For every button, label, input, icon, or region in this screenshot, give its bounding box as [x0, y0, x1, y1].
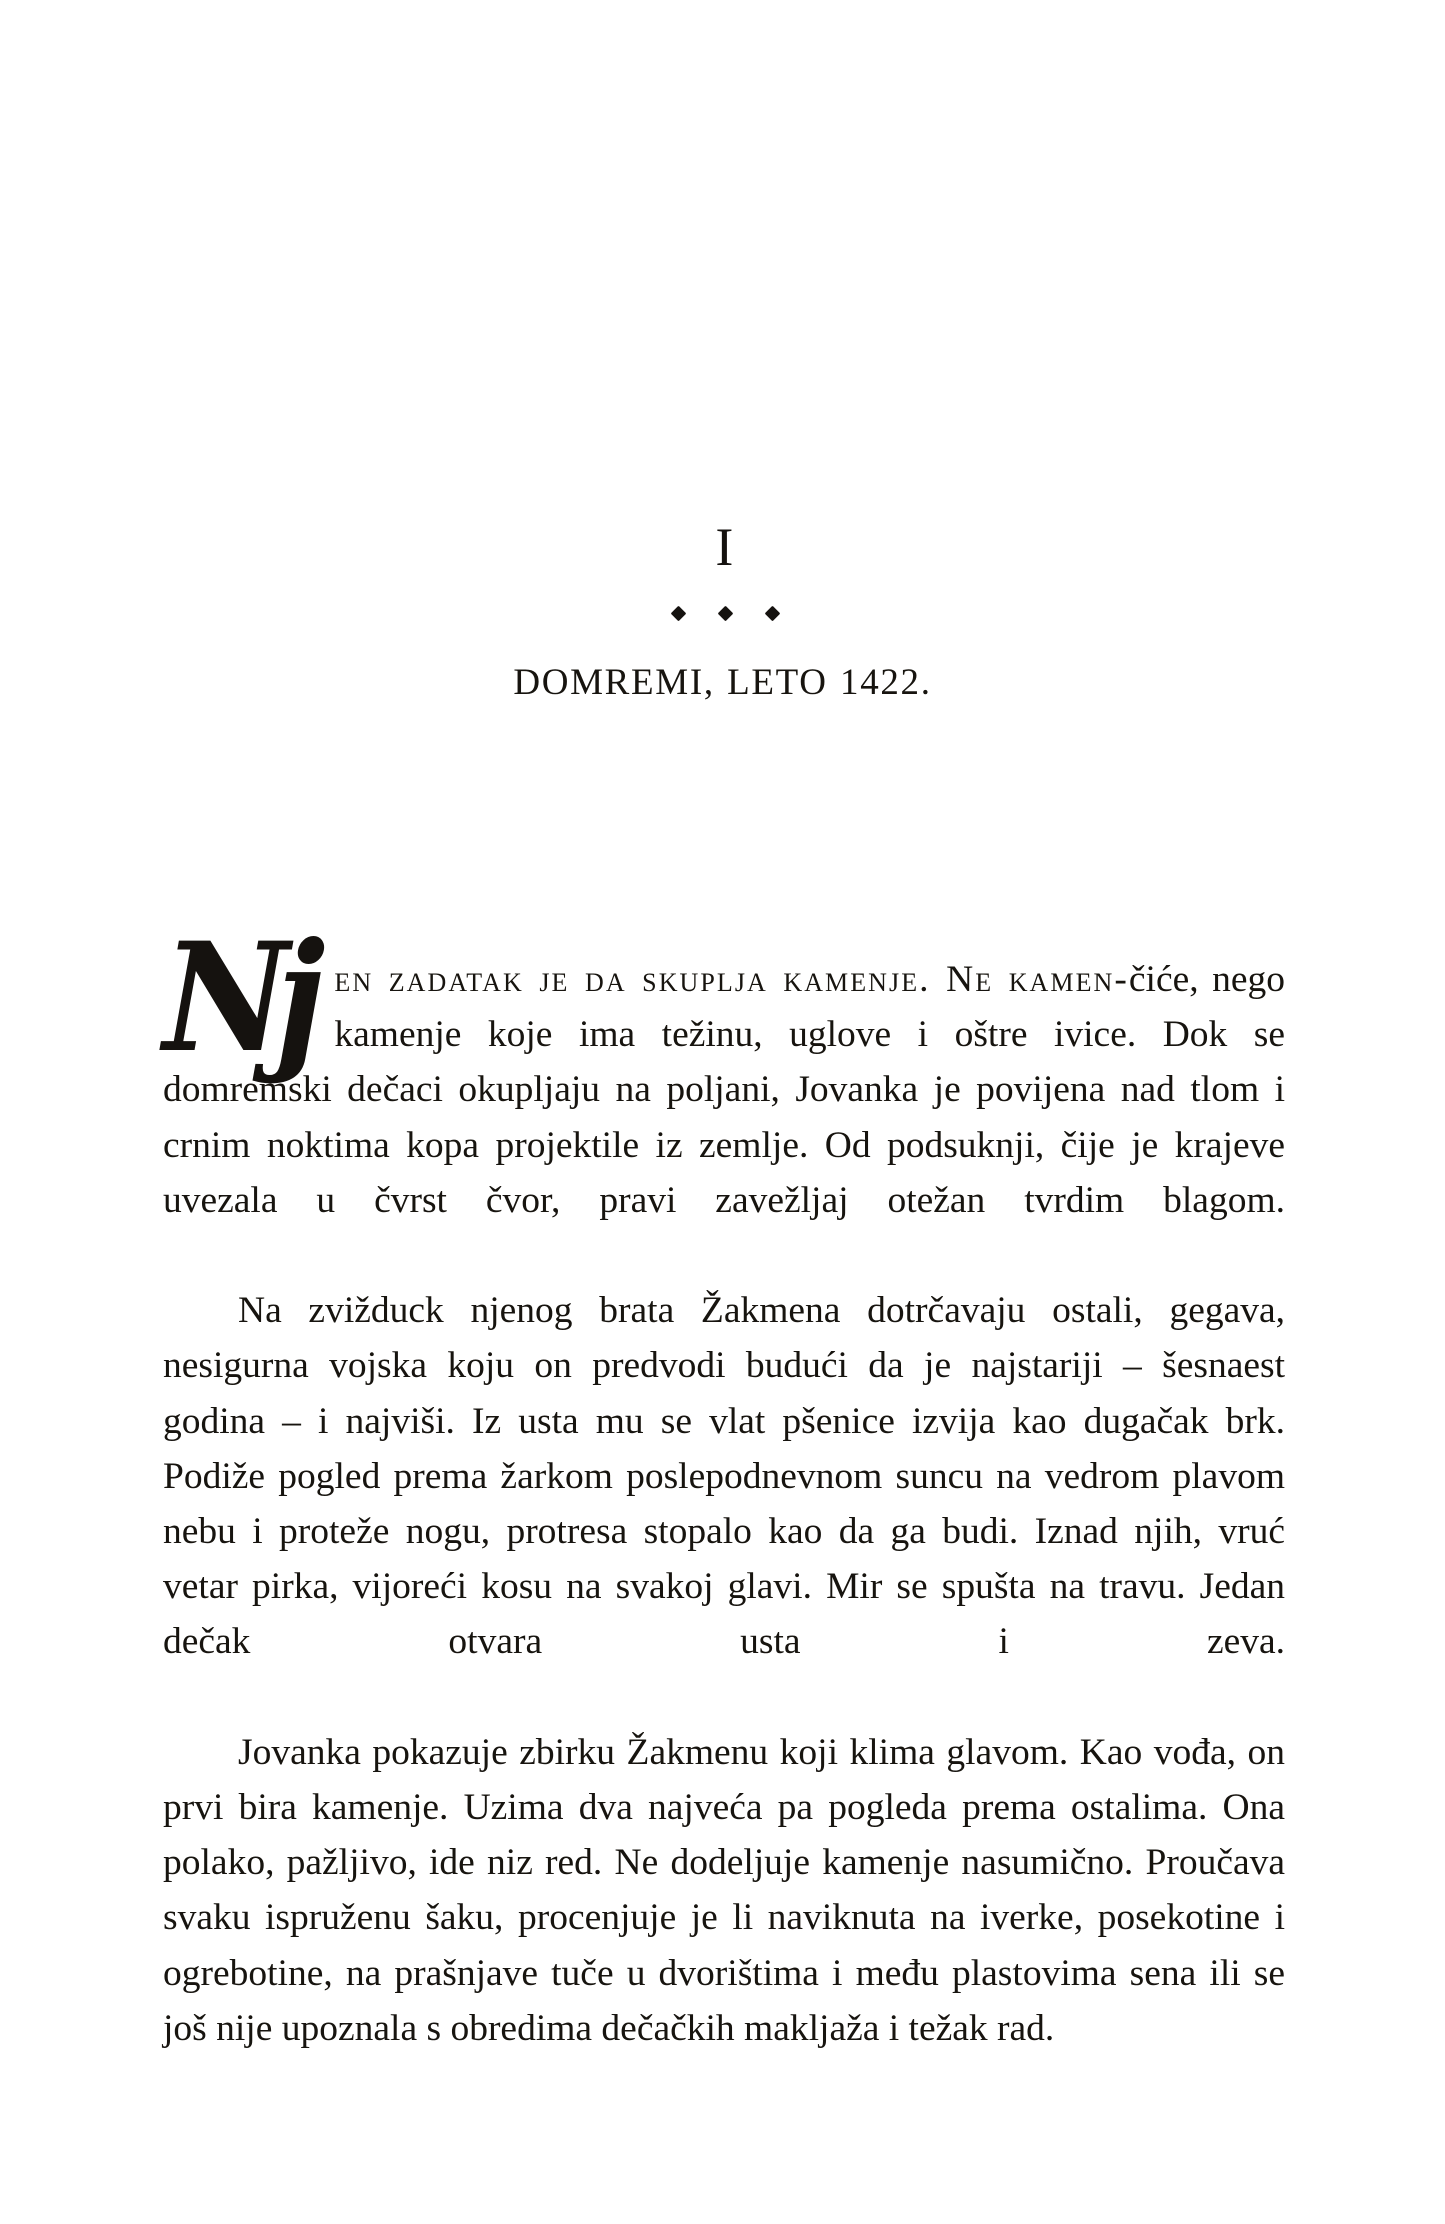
chapter-heading-block: [0, 517, 1445, 704]
paragraph-2: Na zvižduck njenog brata Žakmena dotrčavaju ostali, gegava, nesigurna vojska koju on predvodi budući da je najstariji – šesnaest godina – i najviši. Iz usta mu se vlat pšenice izvija kao dugačak brk. Podiže pogled prema žarkom poslepodnevnom suncu na vedrom plavom nebu i proteže nogu, protresa stopalo kao da ga budi. Iznad njih, vruć vetar pirka, vijoreći kosu na svakoj glavi. Mir se spušta na travu. Jedan dečak otvara usta i zeva.: [163, 1290, 1285, 1663]
diamond-ornament-icon: [765, 606, 781, 622]
diamond-ornament-icon: [718, 606, 734, 622]
diamond-ornament-icon: [671, 606, 687, 622]
ornament-divider: [0, 608, 1445, 619]
body-text-block: [163, 910, 1285, 2056]
chapter-number: I: [715, 517, 738, 577]
paragraph-3: Jovanka pokazuje zbirku Žakmenu koji klima glavom. Kao vođa, on prvi bira kamenje. Uzima dva najveća pa pogleda prema ostalima. Ona polako, pažljivo, ide niz red. Ne dodeljuje kamenje nasumično. Proučava svaku ispruženu šaku, procenjuje je li naviknuta na iverke, posekotine i ogrebotine, na prašnjave tuče u dvorištima i među plastovima sena ili se još nije upoznala s obredima dečačkih makljaža i težak rad.: [163, 1731, 1285, 2049]
drop-cap: Nj: [163, 910, 312, 1086]
chapter-subtitle: DOMREMI, LETO 1422.: [513, 662, 932, 703]
opening-small-caps: en zadatak je da skuplja kamenje. Ne kamen-: [334, 959, 1129, 1000]
first-paragraph-wrapper: [163, 910, 1285, 1283]
paragraph-1-text: čiće, nego kamenje koje ima težinu, uglove i oštre ivice. Dok se domremski dečaci okupljaju na poljani, Jovanka je povijena nad tlom i crnim noktima kopa projektile iz zemlje. Od podsuknji, čije je krajeve uvezala u čvrst čvor, pravi zavežljaj otežan tvrdim blagom.: [163, 959, 1285, 1221]
paragraph-1: [163, 952, 1285, 1283]
